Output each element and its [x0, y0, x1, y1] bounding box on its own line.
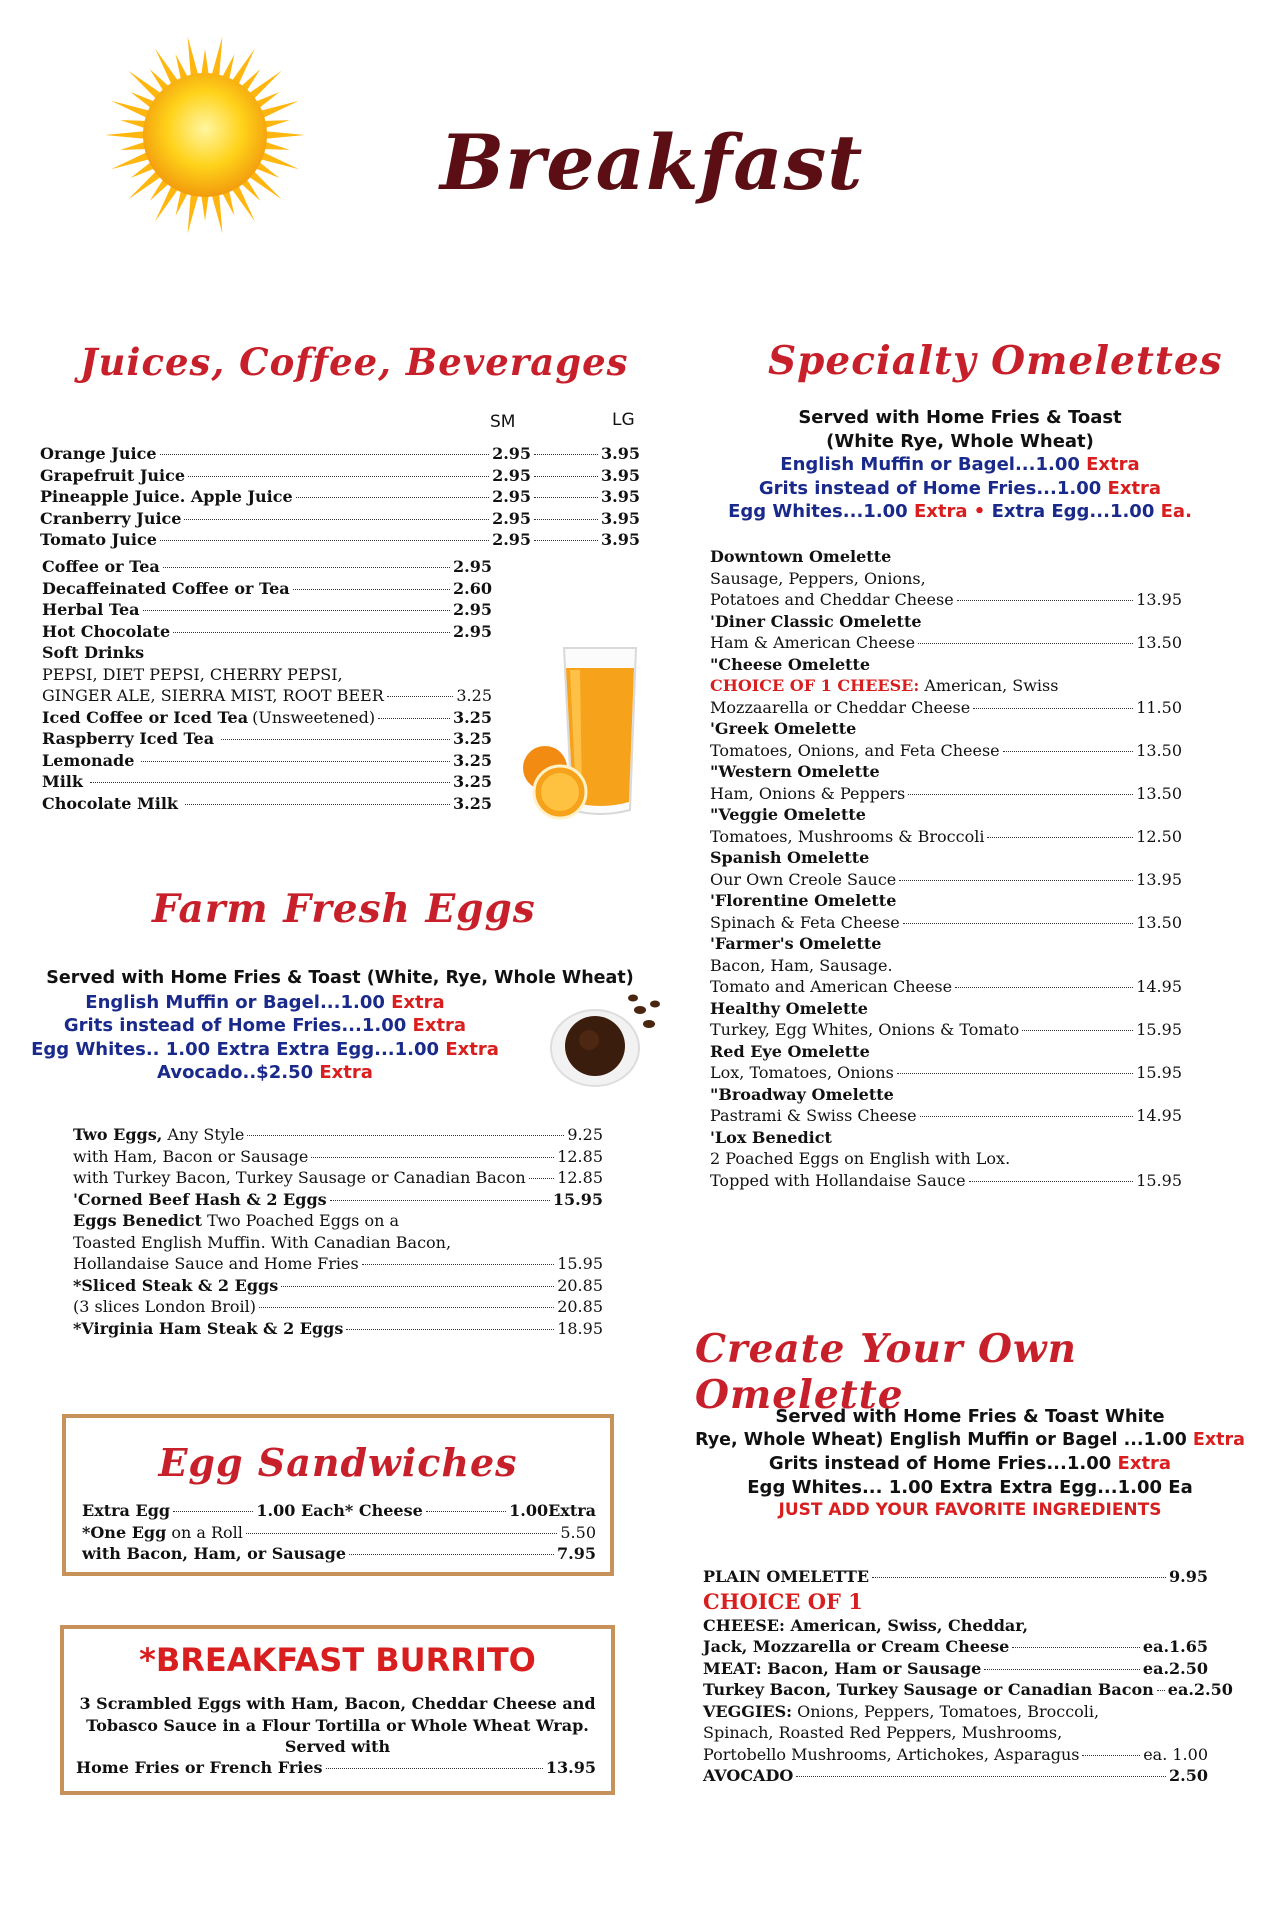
coffee-cup-icon — [545, 990, 665, 1090]
specialty-note-3: English Muffin or Bagel...1.00 Extra — [780, 454, 1140, 475]
sun-ray — [211, 191, 222, 233]
omelette-cheese-choice: CHOICE OF 1 CHEESE: American, Swiss — [710, 676, 1059, 695]
omelette-row: Pastrami & Swiss Cheese 14.95 — [710, 1106, 1182, 1125]
drink-row: Iced Coffee or Iced Tea (Unsweetened) 3.25 — [42, 707, 492, 727]
page-title: Breakfast — [440, 118, 864, 207]
drink-row: Decaffeinated Coffee or Tea 2.60 — [42, 578, 492, 598]
eggs-heading: Farm Fresh Eggs — [152, 886, 536, 932]
specialty-note-5: Egg Whites...1.00 Extra • Extra Egg...1.00 Ea. — [728, 501, 1192, 522]
drink-row: Lemonade 3.25 — [42, 750, 492, 770]
omelette-name: Spanish Omelette — [710, 848, 870, 867]
omelette-name: 'Diner Classic Omelette — [710, 611, 922, 631]
eggs-row-5-line3: Hollandaise Sauce and Home Fries 15.95 — [73, 1254, 603, 1273]
veggies-line-1: VEGGIES: Onions, Peppers, Tomatoes, Broccoli, — [703, 1701, 1100, 1721]
drink-row: Chocolate Milk 3.25 — [42, 793, 492, 813]
omelette-name: 'Lox Benedict — [710, 1127, 832, 1147]
cheese-line-1: CHEESE: American, Swiss, Cheddar, — [703, 1615, 1029, 1635]
omelette-row: Mozzaarella or Cheddar Cheese 11.50 — [710, 697, 1182, 717]
omelette-row: Topped with Hollandaise Sauce 15.95 — [710, 1170, 1182, 1190]
juice-row: Pineapple Juice. Apple Juice 2.95 3.95 — [40, 487, 640, 506]
juice-list — [40, 443, 640, 551]
sandwiches-list — [82, 1500, 596, 1565]
plain-omelette-row: PLAIN OMELETTE 9.95 — [703, 1567, 1208, 1586]
burrito-row: Home Fries or French Fries 13.95 — [76, 1758, 596, 1777]
eggs-row-5-line2: Toasted English Muffin. With Canadian Bacon, — [73, 1232, 452, 1252]
eggs-row-3: with Turkey Bacon, Turkey Sausage or Canadian Bacon 12.85 — [73, 1168, 603, 1187]
burrito-line-1: 3 Scrambled Eggs with Ham, Bacon, Cheddar Cheese and — [79, 1694, 596, 1713]
omelette-name: 'Florentine Omelette — [710, 891, 897, 910]
create-note-2: Rye, Whole Wheat) English Muffin or Bagel ...1.00 Extra — [695, 1429, 1245, 1450]
eggs-note-2: English Muffin or Bagel...1.00 Extra — [85, 991, 445, 1013]
omelette-name: "Broadway Omelette — [710, 1084, 894, 1104]
eggs-note-5: Avocado..$2.50 Extra — [157, 1062, 373, 1083]
sun-ray — [188, 191, 199, 233]
col-lg-label: LG — [612, 410, 635, 430]
sandwich-row-2: *One Egg on a Roll 5.50 — [82, 1522, 596, 1542]
specialty-note-4: Grits instead of Home Fries...1.00 Extra — [758, 477, 1162, 499]
create-heading: Create Your Own Omelette — [695, 1326, 1077, 1418]
juice-row: Tomato Juice 2.95 3.95 — [40, 530, 640, 549]
eggs-list — [73, 1124, 603, 1339]
omelette-row: Potatoes and Cheddar Cheese 13.95 — [710, 590, 1182, 609]
eggs-row-2: with Ham, Bacon or Sausage 12.85 — [73, 1146, 603, 1166]
eggs-row-7: (3 slices London Broil) 20.85 — [73, 1297, 603, 1316]
create-notes — [690, 1405, 1250, 1523]
omelette-desc: Sausage, Peppers, Onions, — [710, 568, 926, 588]
eggs-note-4: Egg Whites.. 1.00 Extra Extra Egg...1.00 Extra — [31, 1038, 499, 1060]
beverages-heading: Juices, Coffee, Beverages — [80, 340, 629, 384]
eggs-row-5: Eggs Benedict Two Poached Eggs on a — [73, 1211, 400, 1230]
turkey-row: Turkey Bacon, Turkey Sausage or Canadian Bacon ea.2.50 — [703, 1680, 1233, 1699]
drink-row: Hot Chocolate 2.95 — [42, 621, 492, 641]
specialty-list — [710, 546, 1182, 1191]
eggs-row-4: 'Corned Beef Hash & 2 Eggs 15.95 — [73, 1189, 603, 1209]
omelette-row: Our Own Creole Sauce 13.95 — [710, 869, 1182, 889]
omelette-row: Tomatoes, Onions, and Feta Cheese 13.50 — [710, 740, 1182, 760]
sandwich-row-3: with Bacon, Ham, or Sausage 7.95 — [82, 1544, 596, 1563]
omelette-row: Ham, Onions & Peppers 13.50 — [710, 783, 1182, 803]
drink-row: Herbal Tea 2.95 — [42, 600, 492, 619]
omelette-row: Ham & American Cheese 13.50 — [710, 633, 1182, 652]
specialty-note-2: (White Rye, Whole Wheat) — [826, 430, 1094, 452]
omelette-row: Lox, Tomatoes, Onions 15.95 — [710, 1063, 1182, 1082]
sun-ray — [105, 131, 147, 139]
sun-icon — [100, 30, 310, 240]
create-list — [703, 1566, 1233, 1787]
eggs-note-1: Served with Home Fries & Toast (White, Rye, Whole Wheat) — [46, 968, 634, 988]
create-note-1: Served with Home Fries & Toast White — [775, 1406, 1165, 1427]
soft-drinks-row: GINGER ALE, SIERRA MIST, ROOT BEER 3.25 — [42, 686, 492, 705]
omelette-name: Healthy Omelette — [710, 998, 868, 1018]
omelette-name: 'Greek Omelette — [710, 719, 857, 738]
sun-ray — [201, 49, 209, 77]
drink-row: Raspberry Iced Tea 3.25 — [42, 729, 492, 748]
choice-heading: CHOICE OF 1 — [703, 1588, 863, 1614]
specialty-heading: Specialty Omelettes — [768, 338, 1223, 384]
omelette-row: Turkey, Egg Whites, Onions & Tomato 15.95 — [710, 1020, 1182, 1039]
eggs-row-1: Two Eggs, Any Style 9.25 — [73, 1125, 603, 1144]
soft-drinks-line1: PEPSI, DIET PEPSI, CHERRY PEPSI, — [42, 664, 343, 684]
eggs-note-3: Grits instead of Home Fries...1.00 Extra — [63, 1015, 467, 1036]
sandwich-row-1: Extra Egg 1.00 Each * Cheese 1.00Extra — [82, 1501, 597, 1520]
burrito-desc — [64, 1693, 611, 1758]
omelette-desc: Bacon, Ham, Sausage. — [710, 955, 893, 975]
omelette-name: 'Farmer's Omelette — [710, 934, 882, 953]
burrito-box — [60, 1625, 615, 1795]
sandwiches-heading: Egg Sandwiches — [158, 1440, 518, 1485]
drink-row: Coffee or Tea 2.95 — [42, 557, 492, 576]
omelette-row: Spinach & Feta Cheese 13.50 — [710, 912, 1182, 932]
soft-drinks-label: Soft Drinks — [42, 643, 145, 662]
omelette-name: Downtown Omelette — [710, 547, 892, 566]
create-note-4: Egg Whites... 1.00 Extra Extra Egg...1.00 Ea — [747, 1476, 1193, 1498]
cheese-line-2: Jack, Mozzarella or Cream Cheese ea.1.65 — [703, 1637, 1208, 1656]
drink-row: Milk 3.25 — [42, 772, 492, 791]
create-note-3: Grits instead of Home Fries...1.00 Extra — [768, 1453, 1172, 1474]
omelette-row: Tomatoes, Mushrooms & Broccoli 12.50 — [710, 826, 1182, 846]
egg-sandwiches-box — [62, 1414, 614, 1576]
veggies-line-2: Spinach, Roasted Red Peppers, Mushrooms, — [703, 1723, 1063, 1742]
omelette-name: "Veggie Omelette — [710, 805, 866, 824]
eggs-row-8: *Virginia Ham Steak & 2 Eggs 18.95 — [73, 1318, 603, 1338]
sun-ray — [201, 193, 209, 221]
sun-ray — [188, 37, 199, 79]
juice-row: Orange Juice 2.95 3.95 — [40, 444, 640, 463]
avocado-row: AVOCADO 2.50 — [703, 1766, 1208, 1785]
omelette-name: "Western Omelette — [710, 762, 880, 781]
col-sm-label: SM — [490, 412, 516, 432]
specialty-notes — [720, 406, 1200, 524]
create-note-5: JUST ADD YOUR FAVORITE INGREDIENTS — [778, 1500, 1162, 1520]
burrito-heading: *BREAKFAST BURRITO — [139, 1641, 536, 1679]
eggs-row-6: *Sliced Steak & 2 Eggs 20.85 — [73, 1275, 603, 1295]
specialty-note-1: Served with Home Fries & Toast — [798, 407, 1122, 428]
omelette-row: Tomato and American Cheese 14.95 — [710, 977, 1182, 996]
juice-row: Grapefruit Juice 2.95 3.95 — [40, 465, 640, 485]
meat-row: MEAT: Bacon, Ham or Sausage ea.2.50 — [703, 1658, 1208, 1678]
omelette-desc: 2 Poached Eggs on English with Lox. — [710, 1149, 1011, 1168]
juice-row: Cranberry Juice 2.95 3.95 — [40, 508, 640, 528]
sun-ray — [263, 131, 305, 139]
burrito-line-2: Tobasco Sauce in a Flour Tortilla or Whole Wheat Wrap. — [86, 1715, 589, 1735]
omelette-name: Red Eye Omelette — [710, 1041, 870, 1061]
omelette-name: "Cheese Omelette — [710, 654, 871, 674]
drink-list — [42, 556, 492, 814]
orange-juice-icon — [510, 640, 650, 820]
sun-ray — [211, 37, 222, 79]
veggies-line-3: Portobello Mushrooms, Artichokes, Asparagus ea. 1.00 — [703, 1744, 1208, 1764]
burrito-line-3: Served with — [284, 1737, 391, 1756]
